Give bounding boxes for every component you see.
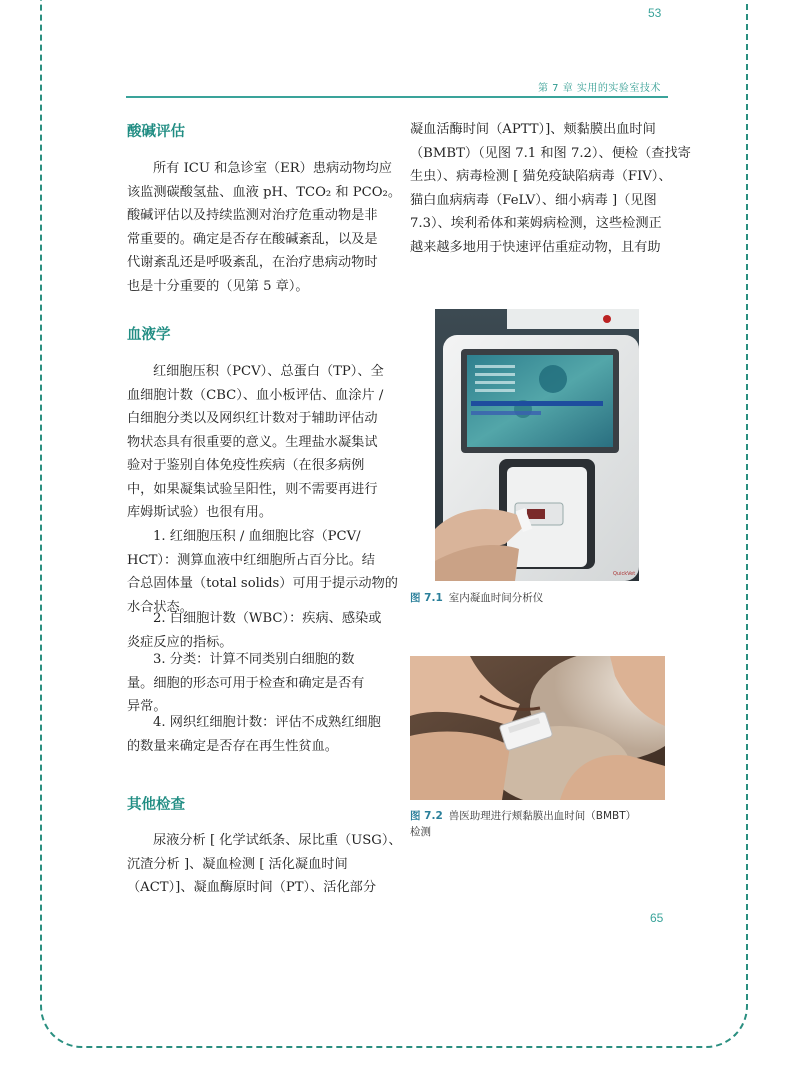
paragraph-other-tests — [127, 829, 402, 900]
text-line: 4. 网织红细胞计数：评估不成熟红细胞 — [153, 715, 381, 730]
figure-7-1-caption — [410, 590, 543, 606]
running-head-rule — [126, 96, 668, 98]
paragraph-hematology-intro — [127, 360, 383, 525]
bottom-page-number: 65 — [650, 911, 664, 925]
figure-7-2-caption — [410, 808, 666, 840]
text-line: 凝血活酶时间（APTT）]、颊黏膜出血时间 — [410, 122, 656, 137]
text-line: （BMBT）（见图 7.1 和图 7.2）、便检（查找寄 — [410, 145, 691, 161]
text-line: 中，如果凝集试验呈阳性，则不需要再进行 — [127, 481, 378, 497]
hematology-item-pcv — [127, 525, 398, 619]
text-line: 沉渣分析 ]、凝血检测 [ 活化凝血时间 — [127, 856, 348, 872]
text-line: 水合状态。 — [127, 599, 193, 615]
text-line: 异常。 — [127, 699, 167, 714]
bmbt-procedure-illustration — [410, 656, 665, 800]
hematology-item-reticulocyte — [127, 711, 383, 758]
text-line: （ACT）]、凝血酶原时间（PT）、活化部分 — [127, 880, 377, 895]
text-line: 常重要的。确定是否存在酸碱紊乱，以及是 — [127, 231, 378, 247]
text-line: 也是十分重要的（见第 5 章）。 — [127, 278, 309, 294]
text-line: 白细胞分类以及网织红计数对于辅助评估动 — [127, 411, 378, 426]
text-line: 所有 ICU 和急诊室（ER）患病动物均应 — [153, 161, 392, 176]
coagulation-analyzer-illustration — [435, 309, 639, 581]
text-line: 量。细胞的形态可用于检查和确定是否有 — [127, 675, 365, 691]
hematology-item-differential — [127, 648, 383, 719]
text-line: HCT）：测算血液中红细胞所占百分比。结 — [127, 552, 375, 568]
text-line: 尿液分析 [ 化学试纸条、尿比重（USG）、 — [153, 833, 402, 848]
text-line: 的数量来确定是否存在再生性贫血。 — [127, 738, 338, 754]
text-line: 库姆斯试验）也很有用。 — [127, 505, 273, 520]
text-line: 合总固体量（total solids）可用于提示动物的 — [127, 576, 398, 591]
text-line: 7.3）、埃利希体和莱姆病检测，这些检测正 — [410, 216, 662, 231]
text-line: 3. 分类：计算不同类别白细胞的数 — [153, 652, 355, 667]
text-line: 生虫）、病毒检测 [ 猫免疫缺陷病毒（FIV）、 — [410, 169, 672, 184]
text-line: 代谢紊乱还是呼吸紊乱，在治疗患病动物时 — [127, 255, 378, 270]
text-line: 红细胞压积（PCV）、总蛋白（TP）、全 — [153, 364, 384, 379]
top-page-number: 53 — [648, 6, 662, 20]
figure-7-1-label: 图 7.1 — [410, 592, 443, 604]
text-line: 物状态具有很重要的意义。生理盐水凝集试 — [127, 434, 378, 450]
hematology-item-wbc — [127, 607, 383, 654]
figure-7-2-caption-line1: 兽医助理进行颊黏膜出血时间（BMBT） — [448, 810, 637, 822]
text-line: 该监测碳酸氢盐、血液 pH、TCO₂ 和 PCO₂。 — [127, 184, 402, 200]
figure-7-1-photo — [435, 309, 639, 581]
text-line: 验对于鉴别自体免疫性疾病（在很多病例 — [127, 458, 365, 473]
text-line: 1. 红细胞压积 / 血细胞比容（PCV/ — [153, 529, 361, 544]
figure-7-2-caption-line2: 检测 — [410, 826, 431, 838]
section-title-other-tests: 其他检查 — [127, 797, 185, 813]
text-line: 血细胞计数（CBC）、血小板评估、血涂片 / — [127, 387, 384, 403]
paragraph-acid-base — [127, 157, 402, 298]
section-title-hematology: 血液学 — [127, 327, 171, 343]
figure-7-2-label: 图 7.2 — [410, 810, 443, 822]
figure-7-2-photo — [410, 656, 665, 800]
text-line: 越来越多地用于快速评估重症动物，且有助 — [410, 239, 661, 255]
section-title-acid-base: 酸碱评估 — [127, 124, 185, 140]
figure-7-1-caption-text: 室内凝血时间分析仪 — [448, 592, 544, 604]
svg-text:QuickVet: QuickVet — [613, 571, 636, 577]
text-line: 2. 白细胞计数（WBC）：疾病、感染或 — [153, 611, 382, 626]
paragraph-continuation — [410, 118, 691, 259]
text-line: 猫白血病病毒（FeLV）、细小病毒 ]（见图 — [410, 192, 657, 208]
text-line: 酸碱评估以及持续监测对治疗危重动物是非 — [127, 208, 378, 223]
running-head: 第 7 章 实用的实验室技术 — [538, 83, 661, 94]
text-line: 炎症反应的指标。 — [127, 634, 233, 650]
